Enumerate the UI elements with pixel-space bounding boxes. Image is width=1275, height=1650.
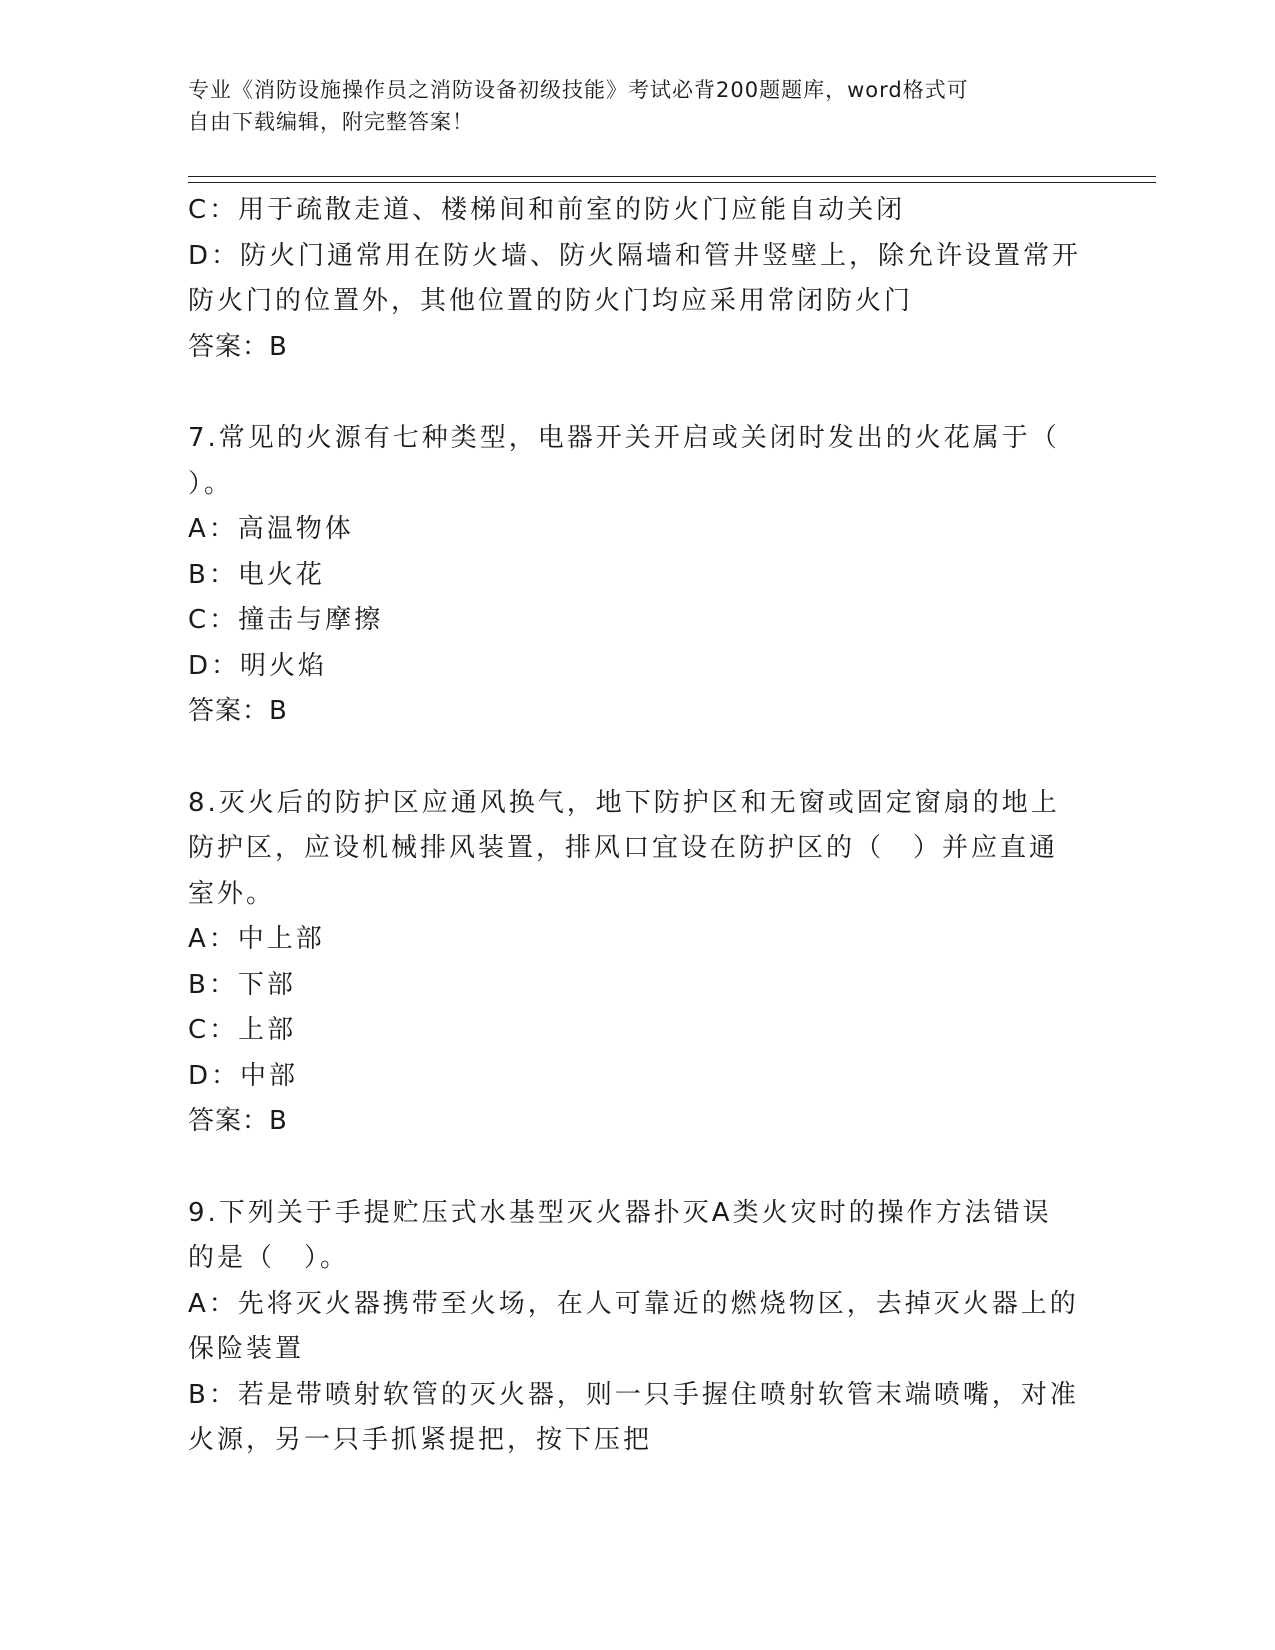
answer: 答案：B <box>188 1106 288 1136</box>
header-title-line-1: 专业《消防设施操作员之消防设备初级技能》考试必背200题题库，word格式可 <box>188 78 969 102</box>
option-b: B：下部 <box>188 969 296 1000</box>
option-c: C：上部 <box>188 1015 297 1045</box>
header-title-line-2: 自由下载编辑，附完整答案！ <box>188 110 474 134</box>
option-d-continued: 防火门的位置外，其他位置的防火门均应采用常闭防火门 <box>188 286 914 316</box>
answer: 答案：B <box>188 331 288 362</box>
option-d: D：中部 <box>188 1060 299 1091</box>
question-7 <box>188 416 1068 735</box>
option-a: A：先将灭火器携带至火场，在人可靠近的燃烧物区，去掉灭火器上的 <box>188 1288 1079 1319</box>
spacer <box>188 1145 1068 1191</box>
option-b-continued: 火源，另一只手抓紧提把，按下压把 <box>188 1425 653 1455</box>
option-a: A：中上部 <box>188 924 325 954</box>
option-c: C：撞击与摩擦 <box>188 605 384 635</box>
question-stem-continued: 室外。 <box>188 878 276 909</box>
spacer <box>188 735 1068 781</box>
spacer <box>188 370 1068 416</box>
question-stem: 9.下列关于手提贮压式水基型灭火器扑灭A类火灾时的操作方法错误 <box>188 1197 1052 1228</box>
question-stem-continued: ）。 <box>188 468 234 499</box>
question-list <box>188 188 1082 1464</box>
question-stem-continued: 防护区，应设机械排风装置，排风口宜设在防护区的（ ）并应直通 <box>188 833 1059 863</box>
page-header <box>188 74 1068 138</box>
question-6-continued <box>188 188 1082 370</box>
option-d: D：防火门通常用在防火墙、防火隔墙和管井竖壁上，除允许设置常开 <box>188 240 1082 271</box>
question-stem: 7.常见的火源有七种类型，电器开关开启或关闭时发出的火花属于（ <box>188 423 1060 453</box>
option-a-continued: 保险装置 <box>188 1334 305 1364</box>
answer: 答案：B <box>188 696 288 726</box>
question-9 <box>188 1191 1079 1464</box>
option-b: B：电火花 <box>188 559 325 590</box>
option-a: A：高温物体 <box>188 514 354 544</box>
header-divider-top <box>188 176 1156 177</box>
option-d: D：明火焰 <box>188 650 328 681</box>
header-divider-bottom <box>188 182 1156 183</box>
option-c: C：用于疏散走道、楼梯间和前室的防火门应能自动关闭 <box>188 195 906 225</box>
option-b: B：若是带喷射软管的灭火器，则一只手握住喷射软管末端喷嘴，对准 <box>188 1379 1079 1410</box>
question-8 <box>188 781 1068 1145</box>
question-stem: 8.灭火后的防护区应通风换气，地下防护区和无窗或固定窗扇的地上 <box>188 787 1060 818</box>
question-stem-continued: 的是（ ）。 <box>188 1243 350 1273</box>
